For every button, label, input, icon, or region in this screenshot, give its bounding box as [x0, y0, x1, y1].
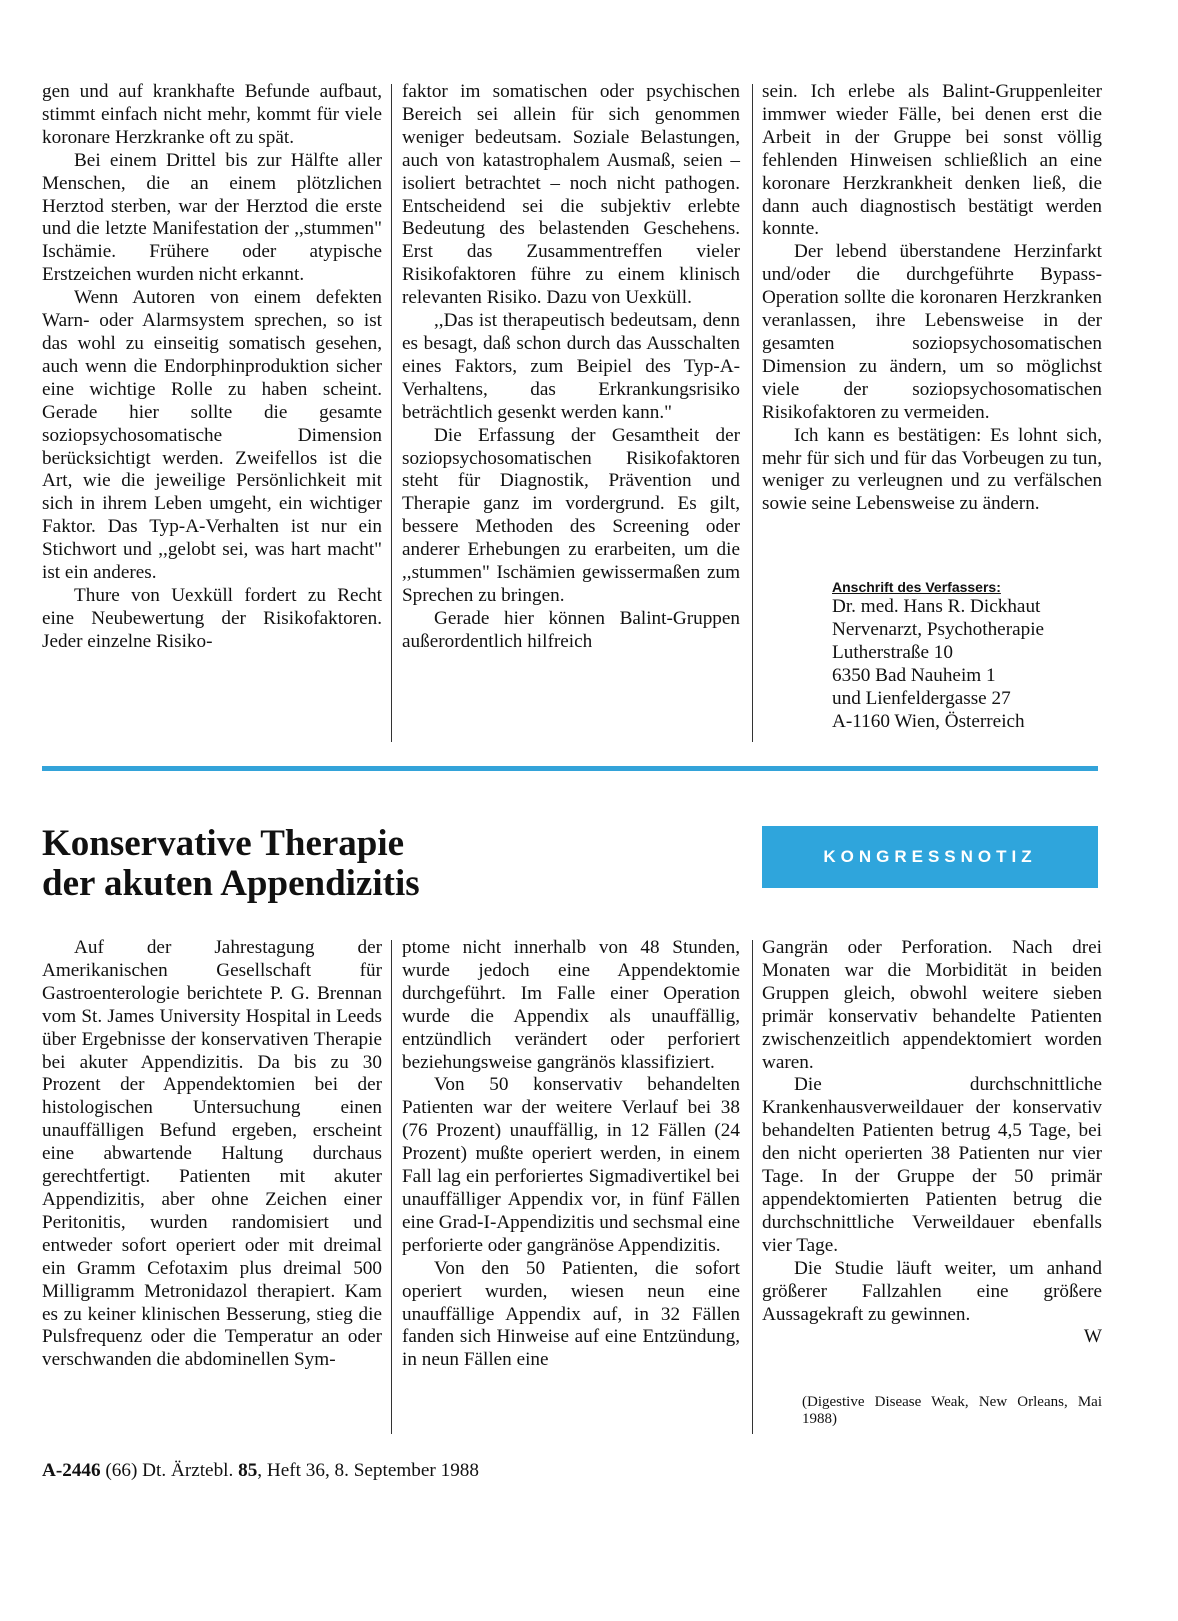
- address-line: und Lienfeldergasse 27: [832, 687, 1011, 709]
- volume-number: 85: [238, 1460, 258, 1481]
- address-line: Dr. med. Hans R. Dickhaut: [832, 596, 1041, 617]
- journal-reference: (66) Dt. Ärztebl.: [105, 1460, 234, 1481]
- column-divider: [752, 940, 753, 1434]
- address-line: A-1160 Wien, Österreich: [832, 710, 1025, 732]
- paragraph: Von 50 konservativ behandelten Patienten war der weitere Verlauf bei 38 (76 Prozent) unauffällig, in 12 Fällen (24 Prozent) mußte operiert werden, in einem Fall lag ein perforiertes Sigmadivertikel bei unauffälliger Appendix vor, in fünf Fällen eine Grad-I-Appendizitis und sechsmal eine perforierte oder gangränöse Appendizitis.: [402, 1074, 740, 1256]
- paragraph: Gerade hier können Balint-Gruppen außerordentlich hilfreich: [402, 607, 740, 652]
- author-address: [832, 578, 1132, 733]
- headline-line: der akuten Appendizitis: [42, 863, 420, 904]
- paragraph: Auf der Jahrestagung der Amerikanischen Gesellschaft für Gastroenterologie berichtete P. G. Brennan vom St. James University Hospital in Leeds über Ergebnisse der konservativen Therapie bei akuter Appendizitis. Da bis zu 30 Prozent der Appendektomien bei der histologischen Untersuchung einen unauffälligen Befund ergeben, erscheint eine abwartende Haltung durchaus gerechtfertigt. Patienten mit akuter Appendizitis, aber ohne Zeichen einer Peritonitis, wurden randomisiert und entweder sofort operiert oder mit dreimal ein Gramm Cefotaxim plus dreimal 500 Milligramm Metronidazol therapiert. Kam es zu keiner klinischen Besserung, stieg die Pulsfrequenz oder die Temperatur an oder verschwanden die abdominellen Sym-: [42, 937, 382, 1371]
- address-line: 6350 Bad Nauheim 1: [832, 664, 996, 686]
- address-line: Nervenarzt, Psychotherapie: [832, 618, 1045, 640]
- paragraph: ,,Das ist therapeutisch bedeutsam, denn es besagt, daß schon durch das Ausschalten eines Faktors, zum Beipiel des Typ-A-Verhaltens, das Erkrankungsrisiko beträchtlich gesenkt werden kann.": [402, 310, 740, 423]
- text-column-3: [762, 81, 1102, 516]
- article-headline: [42, 824, 702, 904]
- paragraph: Thure von Uexküll fordert zu Recht eine Neubewertung der Risikofaktoren. Jeder einzelne Risiko-: [42, 584, 382, 652]
- section-badge: KONGRESSNOTIZ: [762, 826, 1098, 888]
- source-citation: (Digestive Disease Weak, New Orleans, Mai 1988): [802, 1394, 1102, 1427]
- address-heading: Anschrift des Verfassers:: [832, 579, 1001, 595]
- text-column-6: [762, 937, 1102, 1349]
- paragraph: Wenn Autoren von einem defekten Warn- oder Alarmsystem sprechen, so ist das wohl zu einseitig somatisch gesehen, auch wenn die Endorphinproduktion sicher eine wichtige Rolle zu haben scheint. Gerade hier sollte die gesamte soziopsychosomatische Dimension berücksichtigt werden. Zweifellos ist die Art, wie die jeweilige Persönlichkeit mit sich in ihrem Leben umgeht, ein wichtiger Faktor. Das Typ-A-Verhalten ist nur ein Stichwort und ,,gelobt sei, was hart macht" ist ein anderes.: [42, 287, 382, 584]
- column-divider: [391, 940, 392, 1434]
- paragraph: Der lebend überstandene Herzinfarkt und/oder die durchgeführte Bypass-Operation sollte die koronaren Herzkranken veranlassen, ihre Lebensweise in der gesamten soziopsychosomatischen Dimension zu ändern, um so möglichst viele der soziopsychosomatischen Risikofaktoren zu vermeiden.: [762, 241, 1102, 423]
- text-column-4: [42, 937, 382, 1372]
- author-signature: W: [1083, 1326, 1102, 1348]
- paragraph: Die Erfassung der Gesamtheit der soziopsychosomatischen Risikofaktoren steht für Diagnostik, Prävention und Therapie ganz im vordergrund. Es gilt, bessere Methoden des Screening oder anderer Erhebungen zu erarbeiten, um die ,,stummen" Ischämien gewissermaßen zum Sprechen zu bringen.: [402, 424, 740, 606]
- paragraph: ptome nicht innerhalb von 48 Stunden, wurde jedoch eine Appendektomie durchgeführt. Im Falle einer Operation wurde die Appendix als unauffällig, entzündlich verändert oder perforiert beziehungsweise gangränös klassifiziert.: [402, 937, 740, 1073]
- column-divider: [391, 84, 392, 742]
- headline-line: Konservative Therapie: [42, 823, 405, 864]
- paragraph: Gangrän oder Perforation. Nach drei Monaten war die Morbidität in beiden Gruppen gleich, obwohl weitere sieben primär konservativ behandelte Patienten zwischenzeitlich appendektomiert worden waren.: [762, 937, 1102, 1073]
- address-line: Lutherstraße 10: [832, 641, 953, 663]
- column-divider: [752, 84, 753, 742]
- text-column-5: [402, 937, 740, 1372]
- paragraph: gen und auf krankhafte Befunde aufbaut, stimmt einfach nicht mehr, kommt für viele koronare Herzkranke oft zu spät.: [42, 81, 382, 148]
- paragraph: Von den 50 Patienten, die sofort operiert wurden, wiesen neun eine unauffällige Appendix auf, in 32 Fällen fanden sich Hinweise auf eine Entzündung, in neun Fällen eine: [402, 1257, 740, 1371]
- paragraph: Ich kann es bestätigen: Es lohnt sich, mehr für sich und für das Vorbeugen zu tun, weniger zu verleugnen und zu verfälschen sowie seine Lebensweise zu ändern.: [762, 424, 1102, 515]
- paragraph: sein. Ich erlebe als Balint-Gruppenleiter immwer wieder Fälle, bei denen erst die Arbeit in der Gruppe bei sonst völlig fehlenden Hinweisen schließlich an eine koronare Herzkrankheit denken ließ, die dann auch diagnostisch bestätigt werden konnte.: [762, 81, 1102, 240]
- issue-date: , Heft 36, 8. September 1988: [257, 1460, 479, 1481]
- section-divider: [42, 766, 1098, 771]
- text-column-1: [42, 81, 382, 654]
- paragraph: Bei einem Drittel bis zur Hälfte aller Menschen, die an einem plötzlichen Herztod sterben, war der Herztod die erste und die letzte Manifestation der ,,stummen" Ischämie. Frühere oder atypische Erstzeichen wurden nicht erkannt.: [42, 149, 382, 286]
- page-footer: [42, 1459, 479, 1483]
- page-code: A-2446: [42, 1460, 101, 1481]
- paragraph: faktor im somatischen oder psychischen Bereich sei allein für sich genommen weniger bedeutsam. Soziale Belastungen, auch von katastrophalem Ausmaß, seien – isoliert betrachtet – noch nicht pathogen. Entscheidend sei die subjektiv erlebte Bedeutung des belastenden Geschehens. Erst das Zusammentreffen vieler Risikofaktoren führe zu einem klinisch relevanten Risiko. Dazu von Uexküll.: [402, 81, 740, 309]
- text-column-2: [402, 81, 740, 654]
- paragraph: Die durchschnittliche Krankenhausverweildauer der konservativ behandelten Patienten betrug 4,5 Tage, bei den nicht operierten 38 Patienten nur vier Tage. In der Gruppe der 50 primär appendektomierten Patienten betrug die durchschnittliche Verweildauer ebenfalls vier Tage.: [762, 1074, 1102, 1256]
- paragraph: Die Studie läuft weiter, um anhand größerer Fallzahlen eine größere Aussagekraft zu gewinnen.: [762, 1257, 1102, 1325]
